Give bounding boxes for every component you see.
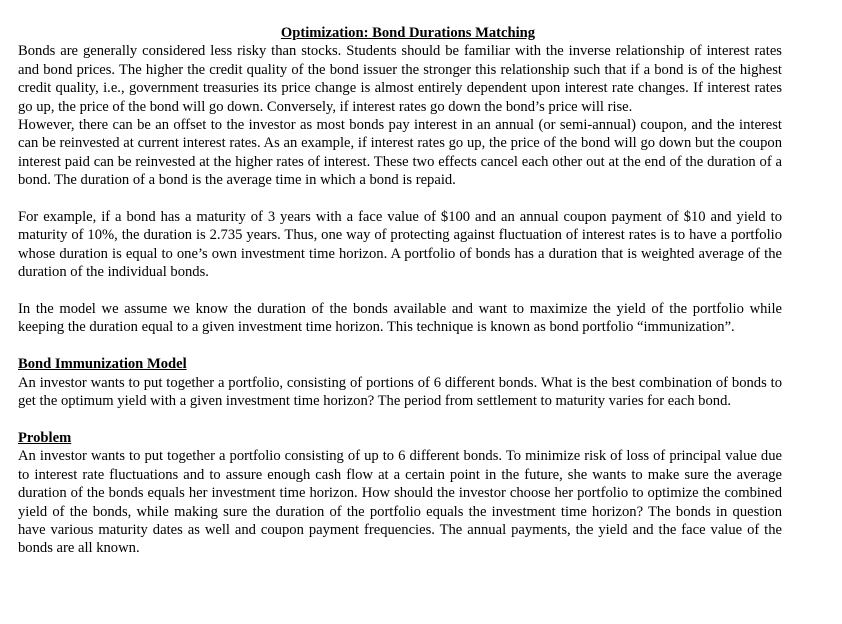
section-body-problem: An investor wants to put together a portfolio consisting of up to 6 different bonds. To minimize risk of loss of principal value due to interest rate fluctuations and to assure enough cash flow at a certain point in the future, she wants to make sure the average duration of the bonds equals her investment time horizon. How should the investor choose her portfolio to optimize the combined yield of the bonds, while making sure the duration of the portfolio equals the investment time horizon? The bonds in question have various maturity dates as well and coupon payment frequencies. The annual payments, the yield and the face value of the bonds are all known. <box>18 448 782 557</box>
intro-paragraph-1: Bonds are generally considered less risky than stocks. Students should be familiar with the inverse relationship of interest rates and bond prices. The higher the credit quality of the bond issuer the stronger this relationship such that if a bond is of the highest credit quality, i.e., government treasuries its price change is almost entirely dependent upon interest rate changes. If interest rates go up, the price of the bond will go down. Conversely, if interest rates go down the bond’s price will rise. <box>18 43 782 115</box>
section-heading-problem: Problem <box>18 429 72 446</box>
section-heading-bond-immunization-model: Bond Immunization Model <box>18 356 187 373</box>
model-paragraph: In the model we assume we know the duration of the bonds available and want to maximize the yield of the portfolio while keeping the duration equal to a given investment time horizon. This technique is known as bond portfolio “immunization”. <box>18 301 782 336</box>
example-paragraph: For example, if a bond has a maturity of 3 years with a face value of $100 and an annual coupon payment of $10 and yield to maturity of 10%, the duration is 2.735 years. Thus, one way of protecting against fluctuation of interest rates is to have a portfolio whose duration is equal to one’s own investment time horizon. A portfolio of bonds has a duration that is weighted average of the duration of the individual bonds. <box>18 209 782 281</box>
intro-paragraph-2: However, there can be an offset to the investor as most bonds pay interest in an annual (or semi-annual) coupon, and the interest can be reinvested at current interest rates. As an example, if interest rates go up, the price of the bond will go down but the coupon interest paid can be reinvested at the higher rates of interest. These two effects cancel each other out at the end of the duration of a bond. The duration of a bond is the average time in which a bond is repaid. <box>18 117 782 189</box>
document-title: Optimization: Bond Durations Matching <box>280 25 536 41</box>
section-body-bond-immunization-model: An investor wants to put together a portfolio, consisting of portions of 6 different bonds. What is the best combination of bonds to get the optimum yield with a given investment time horizon? The period from settlement to maturity varies for each bond. <box>18 374 782 410</box>
